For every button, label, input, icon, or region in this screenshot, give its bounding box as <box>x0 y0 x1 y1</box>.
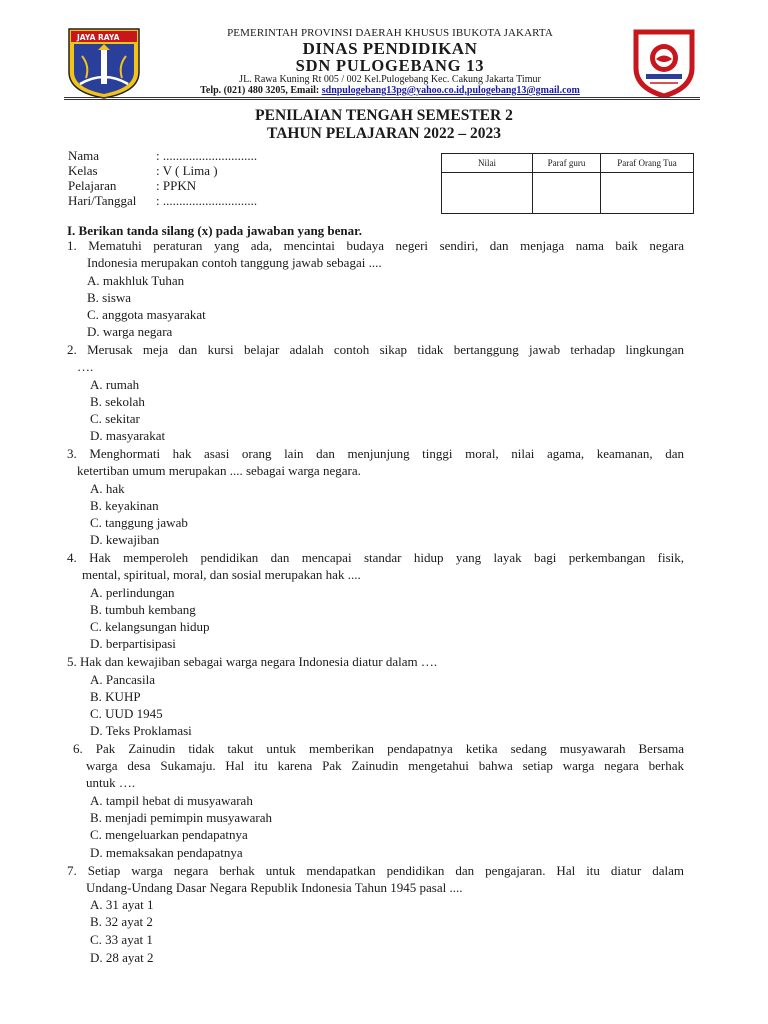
question-6-option-a[interactable]: A. tampil hebat di musyawarah <box>90 793 253 808</box>
header-province: PEMERINTAH PROVINSI DAERAH KHUSUS IBUKOTA JAKARTA <box>227 27 553 39</box>
identity-label: Kelas <box>68 163 98 178</box>
question-3-option-d[interactable]: D. kewajiban <box>90 532 160 547</box>
header-school: SDN PULOGEBANG 13 <box>295 56 485 75</box>
jakarta-emblem-logo <box>66 26 142 100</box>
question-6-text: 6. Pak Zainudin tidak takut untuk memberikan pendapatnya ketika sedang musyawarah Bersama <box>73 741 684 756</box>
question-1-text-cont: Indonesia merupakan contoh tanggung jawab sebagai .... <box>87 255 382 270</box>
question-1-option-b[interactable]: B. siswa <box>87 290 132 305</box>
question-4-option-b[interactable]: B. tumbuh kembang <box>90 602 196 617</box>
question-4-option-c[interactable]: C. kelangsungan hidup <box>90 619 210 634</box>
question-4-text: 4. Hak memperoleh pendidikan dan mencapai standar hidup yang layak bagi perkembangan fisik, <box>67 550 684 565</box>
score-cell-teacher[interactable] <box>533 173 601 214</box>
question-3-option-c[interactable]: C. tanggung jawab <box>90 515 188 530</box>
score-header-parent: Paraf Orang Tua <box>601 154 694 173</box>
identity-value: : PPKN <box>156 178 197 193</box>
question-4-option-a[interactable]: A. perlindungan <box>90 585 175 600</box>
identity-row <box>68 178 196 194</box>
question-4-option-d[interactable]: D. berpartisipasi <box>90 636 176 651</box>
question-5-option-a[interactable]: A. Pancasila <box>90 672 155 687</box>
question-5-option-c[interactable]: C. UUD 1945 <box>90 706 163 721</box>
exam-title: PENILAIAN TENGAH SEMESTER 2 <box>255 107 513 124</box>
exam-year: TAHUN PELAJARAN 2022 – 2023 <box>267 125 501 142</box>
question-7-text: 7. Setiap warga negara berhak untuk mendapatkan pendidikan dan pengajaran. Hal itu diatur dalam <box>67 863 684 878</box>
identity-label: Nama <box>68 148 100 163</box>
identity-row <box>68 193 257 209</box>
identity-label: Hari/Tanggal <box>68 193 137 208</box>
question-5-option-b[interactable]: B. KUHP <box>90 689 141 704</box>
question-2-text-cont: …. <box>77 359 94 374</box>
contact-prefix: Telp. (021) 480 3205, Email: <box>200 85 322 96</box>
question-2-option-c[interactable]: C. sekitar <box>90 411 140 426</box>
header-address: JL. Rawa Kuning Rt 005 / 002 Kel.Pulogebang Kec. Cakung Jakarta Timur <box>239 74 541 85</box>
question-6-text-cont-2: untuk …. <box>86 775 136 790</box>
header-contact <box>150 85 630 96</box>
score-cell-parent[interactable] <box>601 173 694 214</box>
score-table <box>441 153 694 214</box>
school-emblem-logo <box>632 28 696 98</box>
question-7-text-cont: Undang-Undang Dasar Negara Republik Indonesia Tahun 1945 pasal .... <box>86 880 463 895</box>
question-2-option-d[interactable]: D. masyarakat <box>90 428 166 443</box>
header-divider <box>64 97 700 98</box>
question-1-text: 1. Mematuhi peraturan yang ada, mencintai budaya negeri sendiri, dan menjaga nama baik negara <box>67 238 684 253</box>
identity-value: : ............................. <box>156 193 258 208</box>
score-header-nilai: Nilai <box>442 154 533 173</box>
identity-row <box>68 148 257 164</box>
question-3-option-a[interactable]: A. hak <box>90 481 125 496</box>
question-3-text-cont: ketertiban umum merupakan .... sebagai warga negara. <box>77 463 361 478</box>
question-5-option-d[interactable]: D. Teks Proklamasi <box>90 723 192 738</box>
header-agency: DINAS PENDIDIKAN <box>302 39 478 58</box>
question-7-option-d[interactable]: D. 28 ayat 2 <box>90 950 154 965</box>
question-6-option-c[interactable]: C. mengeluarkan pendapatnya <box>90 827 248 842</box>
question-2-text: 2. Merusak meja dan kursi belajar adalah contoh sikap tidak bertanggung jawab terhadap lingkungan <box>67 342 684 357</box>
score-header-teacher: Paraf guru <box>533 154 601 173</box>
question-2-option-a[interactable]: A. rumah <box>90 377 140 392</box>
identity-label: Pelajaran <box>68 178 117 193</box>
question-5-text: 5. Hak dan kewajiban sebagai warga negara Indonesia diatur dalam …. <box>67 654 438 669</box>
question-3-option-b[interactable]: B. keyakinan <box>90 498 159 513</box>
identity-value: : ............................. <box>156 148 258 163</box>
header-divider-second <box>64 99 700 100</box>
question-1-option-a[interactable]: A. makhluk Tuhan <box>87 273 185 288</box>
question-6-text-cont: warga desa Sukamaju. Hal itu karena Pak Zainudin mengetahui bahwa setiap warga negara berhak <box>86 758 684 773</box>
email-link[interactable]: sdnpulogebang13pg@yahoo.co.id,pulogebang13@gmail.com <box>321 85 580 96</box>
question-7-option-a[interactable]: A. 31 ayat 1 <box>90 897 154 912</box>
question-6-option-d[interactable]: D. memaksakan pendapatnya <box>90 845 243 860</box>
identity-row <box>68 163 218 179</box>
score-cell-nilai[interactable] <box>442 173 533 214</box>
question-7-option-c[interactable]: C. 33 ayat 1 <box>90 932 153 947</box>
identity-value: : V ( Lima ) <box>156 163 218 178</box>
question-1-option-c[interactable]: C. anggota masyarakat <box>87 307 206 322</box>
question-2-option-b[interactable]: B. sekolah <box>90 394 145 409</box>
question-7-option-b[interactable]: B. 32 ayat 2 <box>90 914 153 929</box>
question-3-text: 3. Menghormati hak asasi orang lain dan menjunjung tinggi moral, nilai agama, keamanan, dan <box>67 446 684 461</box>
question-6-option-b[interactable]: B. menjadi pemimpin musyawarah <box>90 810 272 825</box>
section-instruction: I. Berikan tanda silang (x) pada jawaban yang benar. <box>67 223 362 238</box>
question-1-option-d[interactable]: D. warga negara <box>87 324 173 339</box>
logo-left-text: JAYA RAYA <box>77 33 120 42</box>
question-4-text-cont: mental, spiritual, moral, dan sosial merupakan hak .... <box>82 567 361 582</box>
